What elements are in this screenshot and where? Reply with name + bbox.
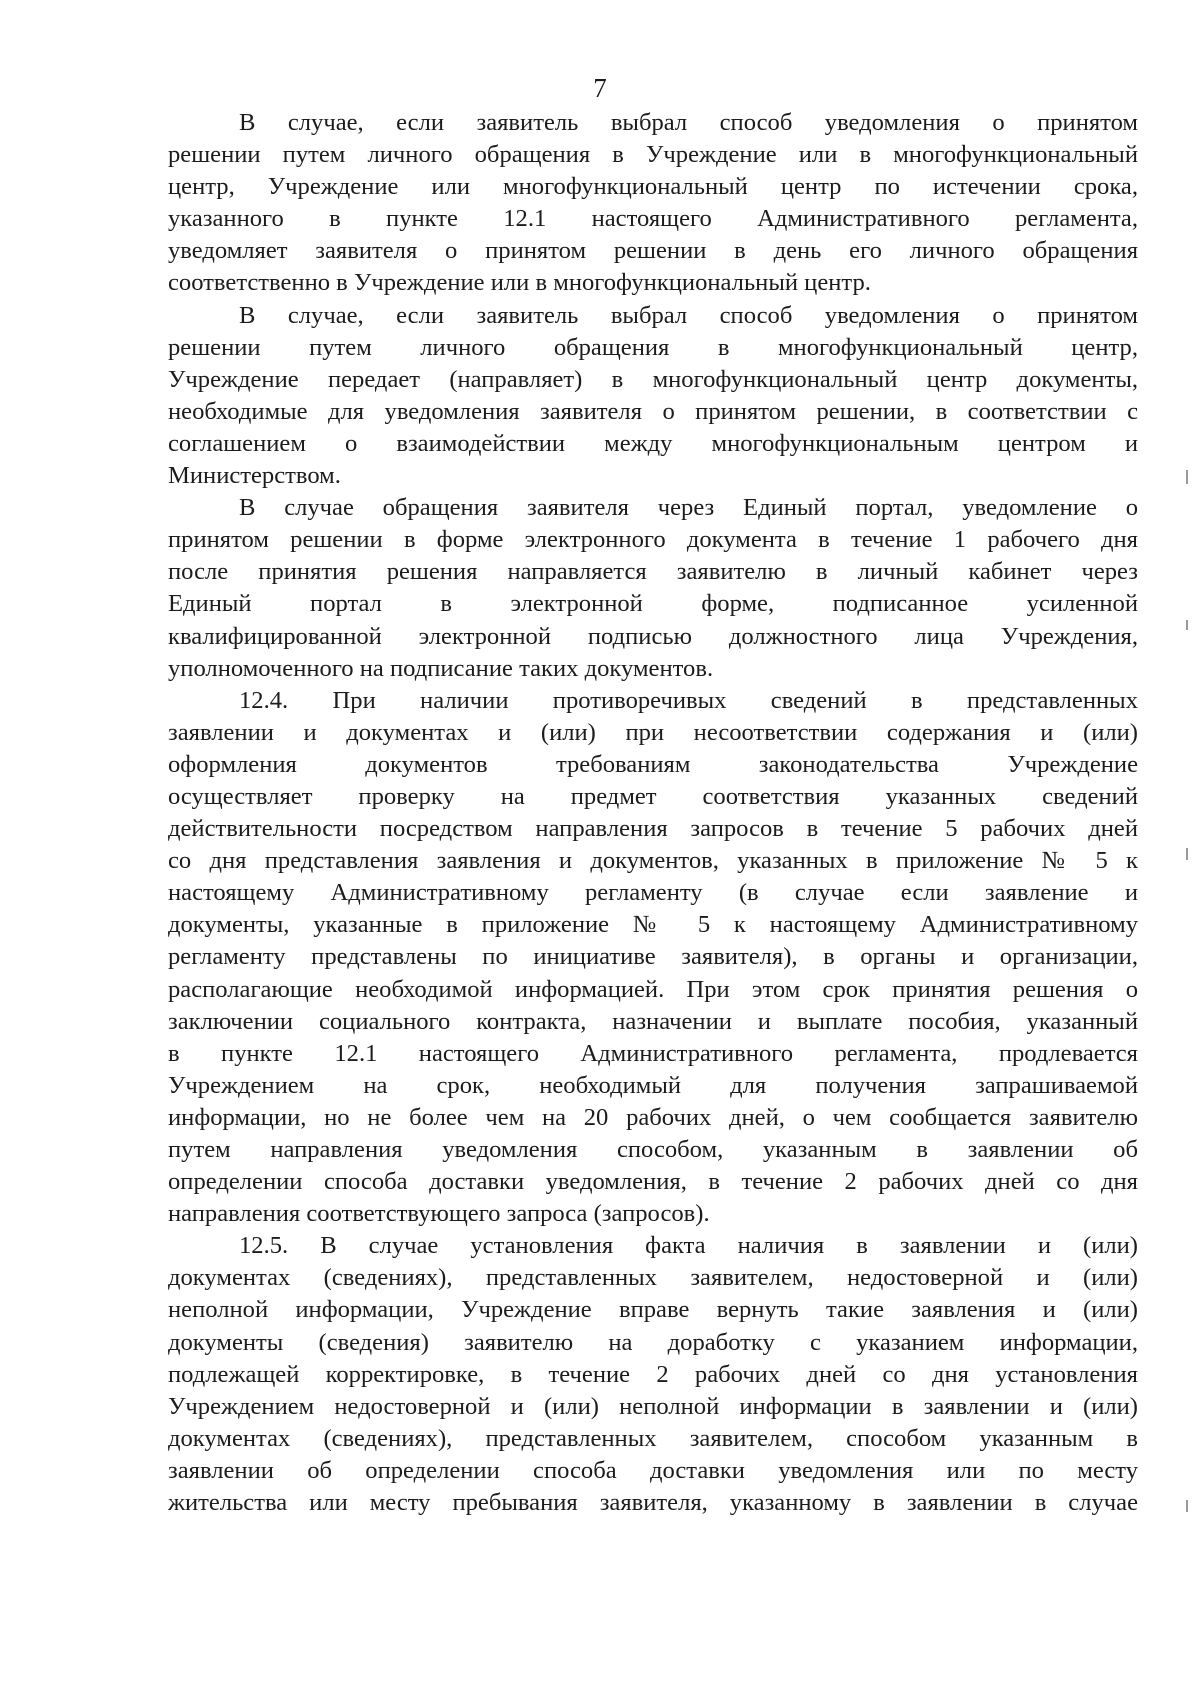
text-line: документы (сведения) заявителю на доработку с указанием информации, <box>168 1328 1138 1356</box>
text-line: решении путем личного обращения в Учреждение или в многофункциональный <box>168 141 1138 169</box>
text-line: В случае обращения заявителя через Единый портал, уведомление о <box>239 494 1138 522</box>
text-line: заявлении об определении способа доставки уведомления или по месту <box>168 1456 1138 1484</box>
text-line: документах (сведениях), представленных заявителем, способом указанным в <box>168 1424 1138 1452</box>
text-line: Учреждение передает (направляет) в многофункциональный центр документы, <box>168 365 1138 393</box>
text-line: уведомляет заявителя о принятом решении в день его личного обращения <box>168 237 1138 265</box>
paragraph <box>168 492 1138 685</box>
text-line: необходимые для уведомления заявителя о принятом решении, в соответствии с <box>168 397 1138 425</box>
text-line: осуществляет проверку на предмет соответствия указанных сведений <box>168 782 1138 810</box>
text-line: направления соответствующего запроса (запросов). <box>168 1200 710 1228</box>
text-line: документы, указанные в приложение № 5 к настоящему Административному <box>168 911 1138 939</box>
text-line: Министерством. <box>168 462 341 490</box>
scan-mark <box>1186 848 1188 860</box>
page-number: 7 <box>593 73 607 103</box>
text-line: настоящему Административному регламенту (в случае если заявление и <box>168 879 1138 907</box>
text-line: 12.4. При наличии противоречивых сведений в представленных <box>239 686 1138 714</box>
text-line: уполномоченного на подписание таких документов. <box>168 654 714 682</box>
document-body <box>168 107 1138 1519</box>
paragraph <box>168 1230 1138 1519</box>
text-line: информации, но не более чем на 20 рабочих дней, о чем сообщается заявителю <box>168 1103 1138 1131</box>
text-line: решении путем личного обращения в многофункциональный центр, <box>168 333 1138 361</box>
text-line: Учреждением недостоверной и (или) неполной информации в заявлении и (или) <box>168 1392 1138 1420</box>
text-line: со дня представления заявления и документов, указанных в приложение № 5 к <box>168 847 1138 875</box>
text-line: оформления документов требованиям законодательства Учреждение <box>168 750 1138 778</box>
scan-mark <box>1186 470 1188 484</box>
text-line: регламенту представлены по инициативе заявителя), в органы и организации, <box>168 943 1138 971</box>
text-line: Единый портал в электронной форме, подписанное усиленной <box>168 590 1138 618</box>
text-line: подлежащей корректировке, в течение 2 рабочих дней со дня установления <box>168 1360 1138 1388</box>
text-line: соглашением о взаимодействии между многофункциональным центром и <box>168 429 1138 457</box>
text-line: В случае, если заявитель выбрал способ уведомления о принятом <box>239 301 1138 329</box>
scan-mark <box>1186 620 1188 630</box>
text-line: заключении социального контракта, назначении и выплате пособия, указанный <box>168 1007 1138 1035</box>
text-line: квалифицированной электронной подписью должностного лица Учреждения, <box>168 622 1138 650</box>
text-line: заявлении и документах и (или) при несоответствии содержания и (или) <box>168 718 1138 746</box>
text-line: действительности посредством направления запросов в течение 5 рабочих дней <box>168 815 1138 843</box>
text-line: указанного в пункте 12.1 настоящего Административного регламента, <box>168 205 1138 233</box>
text-line: соответственно в Учреждение или в многофункциональный центр. <box>168 269 871 297</box>
text-line: жительства или месту пребывания заявителя, указанному в заявлении в случае <box>168 1489 1138 1517</box>
text-line: центр, Учреждение или многофункциональный центр по истечении срока, <box>168 173 1138 201</box>
text-line: 12.5. В случае установления факта наличия в заявлении и (или) <box>239 1232 1138 1260</box>
text-line: после принятия решения направляется заявителю в личный кабинет через <box>168 558 1138 586</box>
paragraph <box>168 300 1138 493</box>
text-line: определении способа доставки уведомления, в течение 2 рабочих дней со дня <box>168 1168 1138 1196</box>
text-line: принятом решении в форме электронного документа в течение 1 рабочего дня <box>168 526 1138 554</box>
text-line: располагающие необходимой информацией. При этом срок принятия решения о <box>168 975 1138 1003</box>
text-line: В случае, если заявитель выбрал способ уведомления о принятом <box>239 109 1138 136</box>
paragraph <box>168 685 1138 1231</box>
text-line: Учреждением на срок, необходимый для получения запрашиваемой <box>168 1071 1138 1099</box>
text-line: в пункте 12.1 настоящего Административного регламента, продлевается <box>168 1039 1138 1067</box>
text-line: документах (сведениях), представленных заявителем, недостоверной и (или) <box>168 1264 1138 1292</box>
text-line: путем направления уведомления способом, указанным в заявлении об <box>168 1136 1138 1163</box>
paragraph <box>168 107 1138 300</box>
scan-mark <box>1186 1500 1188 1512</box>
text-line: неполной информации, Учреждение вправе вернуть такие заявления и (или) <box>168 1296 1138 1324</box>
